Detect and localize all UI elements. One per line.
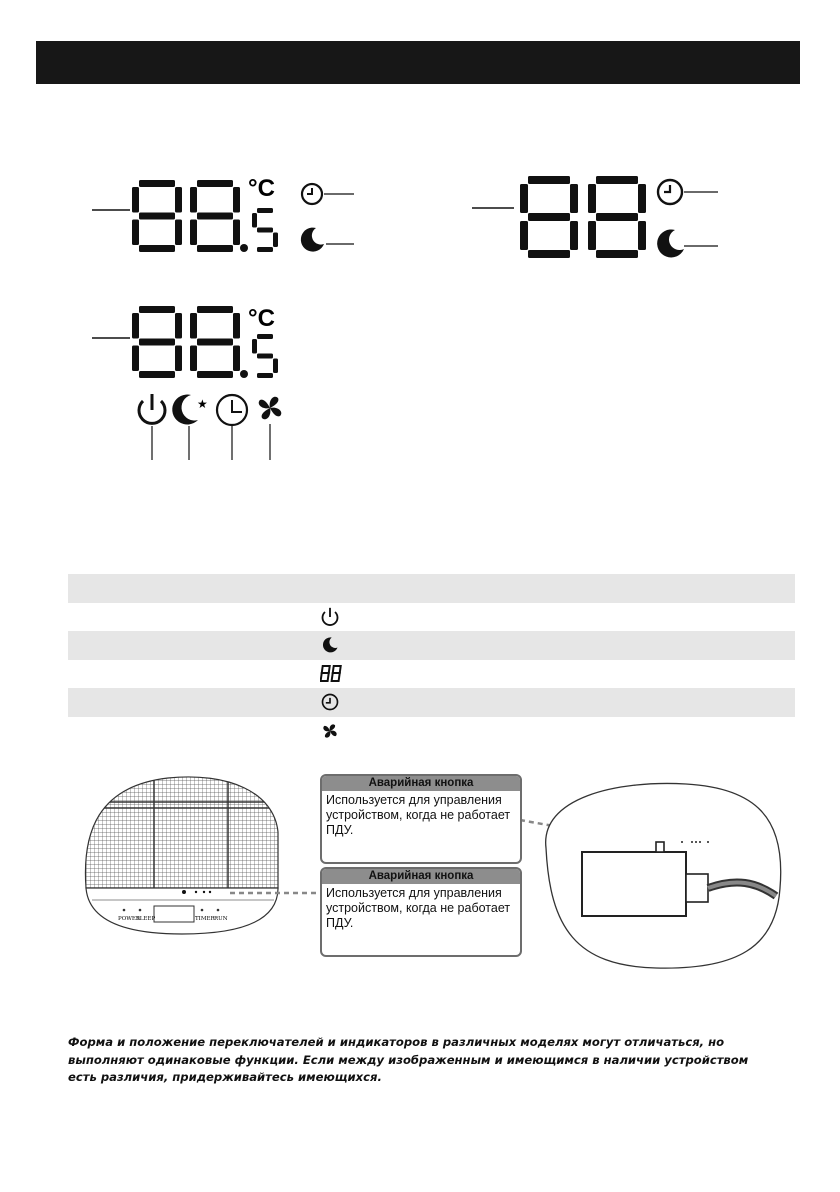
box-unit	[582, 852, 686, 916]
unit-label: °C	[248, 305, 275, 332]
callout-title: Аварийная кнопка	[322, 776, 520, 791]
svg-text:★: ★	[197, 397, 208, 411]
callout-body: Используется для управления устройством, когда не работает ПДУ.	[326, 886, 511, 930]
callout-body: Используется для управления устройством, когда не работает ПДУ.	[326, 793, 511, 837]
footnote: Форма и положение переключателей и индикаторов в различных моделях могут отличаться, но выполняют одинаковые функции. Если между изображенным и имеющимся в наличии устройством есть различия, придерживайтесь имеющихся.	[68, 1035, 749, 1084]
callout-emergency-button	[320, 867, 522, 957]
callout-emergency-button	[320, 774, 522, 864]
callout-title: Аварийная кнопка	[322, 869, 520, 884]
emergency-button-icon	[656, 842, 664, 852]
run-label: RUN	[214, 916, 228, 922]
unit-label: °C	[248, 175, 275, 202]
power-label: POWER	[118, 916, 141, 922]
sleep-label: SLEEP	[136, 916, 156, 922]
zoom-detail	[536, 778, 796, 978]
timer-label: TIMER	[195, 916, 215, 922]
